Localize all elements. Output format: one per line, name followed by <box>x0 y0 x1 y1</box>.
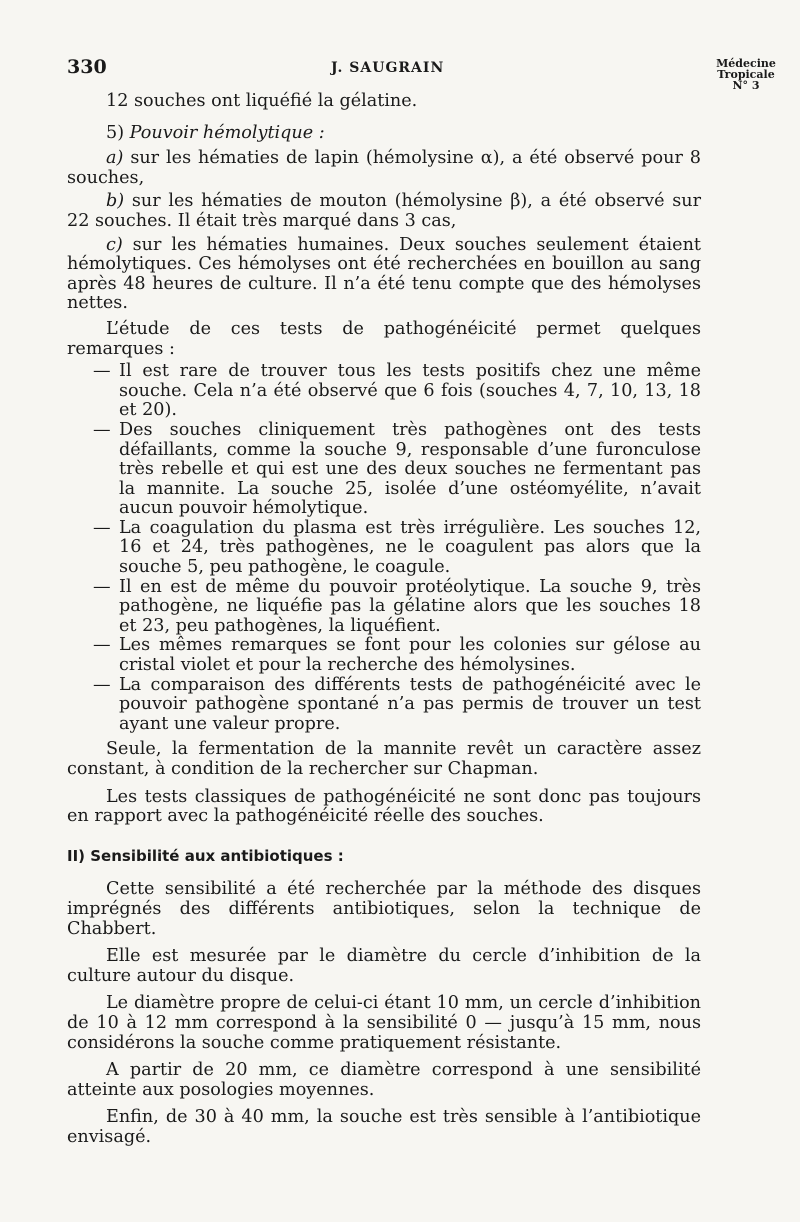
heading-number: 5) <box>106 122 125 143</box>
page-header <box>0 56 800 96</box>
running-author: J. SAUGRAIN <box>331 60 445 76</box>
list-item: — Les mêmes remarques se font pour les colonies sur gélose au cristal violet et pour la recherche des hémolysines. <box>67 636 701 675</box>
journal-name <box>706 58 786 91</box>
item-c-text: sur les hématies humaines. Deux souches seulement étaient hémolytiques. Ces hémolyses ont été recherchées en bouillon au sang après 48 heures de culture. Il n’a été tenu compte que des hémolyses nettes. <box>67 234 701 314</box>
paragraph-sensitivity-2: Elle est mesurée par le diamètre du cercle d’inhibition de la culture autour du disque. <box>67 946 701 986</box>
paragraph-classic-tests: Les tests classiques de pathogénéicité ne sont donc pas toujours en rapport avec la pathogénéicité réelle des souches. <box>67 786 701 827</box>
item-b <box>67 192 701 231</box>
list-item: — Il est rare de trouver tous les tests positifs chez une même souche. Cela n’a été observé que 6 fois (souches 4, 7, 10, 13, 18 et 20). <box>67 362 701 421</box>
heading-hemolytic-power <box>67 124 701 144</box>
heading-title: Pouvoir hémolytique : <box>129 122 325 143</box>
paragraph-mannite: Seule, la fermentation de la mannite revêt un caractère assez constant, à condition de la rechercher sur Chapman. <box>67 739 701 779</box>
journal-line-3: N° 3 <box>732 79 760 92</box>
page-number: 330 <box>67 56 107 78</box>
paragraph-sensitivity-1: Cette sensibilité a été recherchée par la méthode des disques imprégnés des différents antibiotiques, selon la technique de Chabbert. <box>67 879 701 939</box>
item-a-text: sur les hématies de lapin (hémolysine α), a été observé pour 8 souches, <box>67 148 702 188</box>
paragraph-remarks-intro: L’étude de ces tests de pathogénéicité permet quelques remarques : <box>67 318 701 359</box>
paragraph-sensitivity-3: Le diamètre propre de celui-ci étant 10 mm, un cercle d’inhibition de 10 à 12 mm correspond à la sensibilité 0 — jusqu’à 15 mm, nous considérons la souche comme pratiquement résistante. <box>67 993 701 1053</box>
paragraph-sensitivity-4: A partir de 20 mm, ce diamètre correspond à une sensibilité atteinte aux posologies moyennes. <box>67 1060 701 1100</box>
list-item: — Des souches cliniquement très pathogènes ont des tests défaillants, comme la souche 9, responsable d’une furonculose très rebelle et qui est une des deux souches ne fermentant pas la mannite. La souche 25, isolée d’une ostéomyélite, n’avait aucun pouvoir hémolytique. <box>67 421 701 519</box>
list-item: — La comparaison des différents tests de pathogénéicité avec le pouvoir pathogène spontané n’a pas permis de trouver un test ayant une valeur propre. <box>67 676 701 735</box>
paragraph-gelatine: 12 souches ont liquéfié la gélatine. <box>106 91 418 111</box>
list-item: — Il en est de même du pouvoir protéolytique. La souche 9, très pathogène, ne liquéfie pas la gélatine alors que les souches 18 et 23, peu pathogènes, la liquéfient. <box>67 578 701 637</box>
list-item: — La coagulation du plasma est très irrégulière. Les souches 12, 16 et 24, très pathogènes, ne le coagulent pas alors que la souche 5, peu pathogène, le coagule. <box>67 519 701 578</box>
item-b-text: sur les hématies de mouton (hémolysine β), a été observé sur 22 souches. Il était très marqué dans 3 cas, <box>67 191 702 231</box>
item-c-label: c) <box>106 234 123 255</box>
remarks-list <box>67 362 701 734</box>
paragraph-sensitivity-5: Enfin, de 30 à 40 mm, la souche est très sensible à l’antibiotique envisagé. <box>67 1107 701 1147</box>
item-b-label: b) <box>106 191 125 212</box>
item-c <box>67 236 701 314</box>
journal-line-2: Tropicale <box>717 68 775 81</box>
journal-line-1: Médecine <box>716 57 776 70</box>
article-body <box>67 92 701 1148</box>
section-heading-antibiotics: II) Sensibilité aux antibiotiques : <box>67 846 344 865</box>
item-a-label: a) <box>106 148 124 169</box>
item-a <box>67 149 701 188</box>
